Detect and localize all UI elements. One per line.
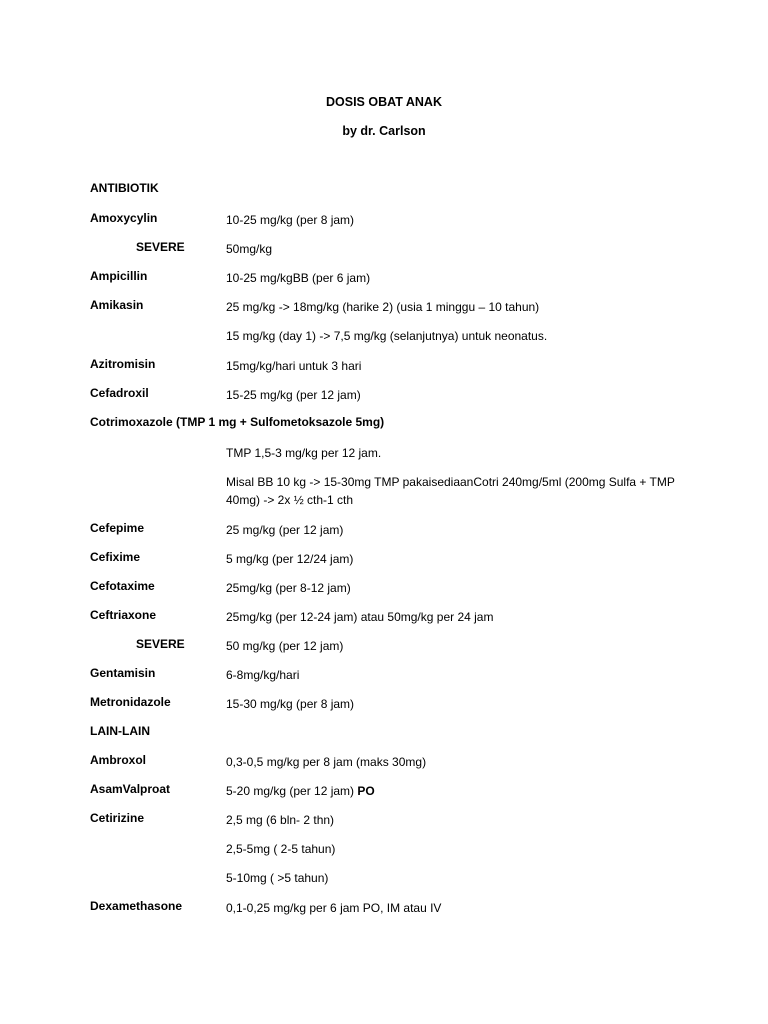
drug-dose: 6-8mg/kg/hari (226, 668, 300, 682)
drug-name: Metronidazole (90, 695, 171, 709)
drug-dose: 50mg/kg (226, 242, 273, 256)
drug-name: Amikasin (90, 298, 144, 312)
drug-dose: Misal BB 10 kg -> 15-30mg TMP pakaisediaanCotri 240mg/5ml (200mg Sulfa + TMP 40mg) -> 2x ½ cth-1 cth (226, 475, 675, 507)
drug-dose: TMP 1,5-3 mg/kg per 12 jam. (226, 446, 382, 460)
drug-name: Amoxycylin (90, 211, 158, 225)
drug-name: Cefepime (90, 521, 145, 535)
document-title: DOSIS OBAT ANAK (326, 95, 442, 109)
drug-dose: 2,5 mg (6 bln- 2 thn) (226, 813, 335, 827)
drug-dose: 15mg/kg/hari untuk 3 hari (226, 359, 362, 373)
drug-dose: 5 mg/kg (per 12/24 jam) (226, 552, 354, 566)
drug-note: SEVERE (136, 637, 185, 651)
drug-name: Dexamethasone (90, 899, 183, 913)
drug-name: Gentamisin (90, 666, 156, 680)
route-po: PO (357, 784, 375, 798)
drug-dose-text: 5-20 mg/kg (per 12 jam) (226, 784, 358, 798)
drug-note: SEVERE (136, 240, 185, 254)
section-heading-lain-lain: LAIN-LAIN (90, 724, 150, 738)
drug-name: Ambroxol (90, 753, 147, 767)
drug-dose: 15 mg/kg (day 1) -> 7,5 mg/kg (selanjutnya) untuk neonatus. (226, 329, 548, 343)
drug-name: Ampicillin (90, 269, 148, 283)
drug-dose: 0,3-0,5 mg/kg per 8 jam (maks 30mg) (226, 755, 427, 769)
drug-dose: 15-25 mg/kg (per 12 jam) (226, 388, 361, 402)
drug-name: Azitromisin (90, 357, 156, 371)
drug-dose: 25mg/kg (per 8-12 jam) (226, 581, 351, 595)
drug-dose: 5-10mg ( >5 tahun) (226, 871, 329, 885)
document-author: by dr. Carlson (342, 124, 426, 138)
drug-dose: 15-30 mg/kg (per 8 jam) (226, 697, 355, 711)
section-heading-antibiotik: ANTIBIOTIK (90, 181, 159, 195)
drug-dose (226, 782, 686, 800)
drug-name: Cefixime (90, 550, 141, 564)
drug-name: AsamValproat (90, 782, 171, 796)
drug-dose: 10-25 mg/kgBB (per 6 jam) (226, 271, 371, 285)
drug-dose: 25 mg/kg -> 18mg/kg (harike 2) (usia 1 minggu – 10 tahun) (226, 300, 540, 314)
drug-name: Cefadroxil (90, 386, 149, 400)
drug-dose: 0,1-0,25 mg/kg per 6 jam PO, IM atau IV (226, 901, 442, 915)
drug-dose: 25 mg/kg (per 12 jam) (226, 523, 344, 537)
drug-dose: 25mg/kg (per 12-24 jam) atau 50mg/kg per 24 jam (226, 610, 494, 624)
drug-name: Cotrimoxazole (TMP 1 mg + Sulfometoksazole 5mg) (90, 415, 385, 429)
drug-name: Cetirizine (90, 811, 145, 825)
drug-dose: 50 mg/kg (per 12 jam) (226, 639, 344, 653)
drug-dose: 10-25 mg/kg (per 8 jam) (226, 213, 355, 227)
drug-name: Cefotaxime (90, 579, 155, 593)
drug-dose: 2,5-5mg ( 2-5 tahun) (226, 842, 336, 856)
drug-name: Ceftriaxone (90, 608, 157, 622)
